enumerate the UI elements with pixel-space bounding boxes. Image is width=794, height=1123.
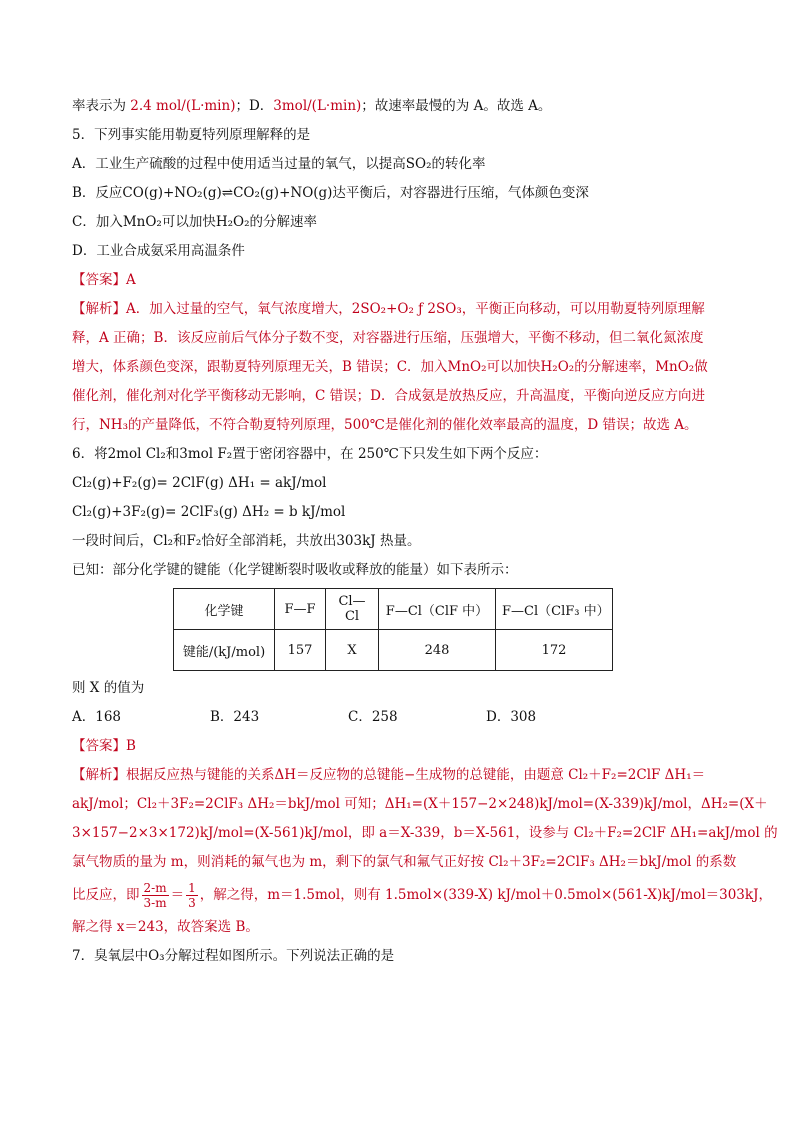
text: ；D． [235,98,274,114]
question-5-analysis-line: 行，NH₃的产量降低，不符合勒夏特列原理，500℃是催化剂的催化效率最高的温度，D 错误；故选 A。 [72,417,698,433]
answer-value: B [126,738,136,754]
table-cell: Cl—Cl [326,589,379,630]
fraction-numerator: 2-m [143,881,167,895]
question-6-known: 已知：部分化学键的键能（化学键断裂时吸收或释放的能量）如下表所示： [72,562,518,578]
bond-energy-table [173,588,613,671]
table-row [174,630,613,671]
fraction [186,881,198,910]
option-a: A．168 [72,709,122,725]
question-5-option-c: C．加入MnO₂可以加快H₂O₂的分解速率 [72,214,317,230]
analysis-text: A．加入过量的空气，氧气浓度增大，2SO₂+O₂ ƒ 2SO₃，平衡正向移动，可以用勒夏特列原理解 [126,301,705,317]
question-6-analysis-line: akJ/mol；Cl₂＋3F₂=2ClF₃ ΔH₂＝bkJ/mol 可知；ΔH₁=(X＋157−2×248)kJ/mol=(X-339)kJ/mol，ΔH₂=(X＋ [72,796,768,812]
equals-sign: ＝ [170,887,185,903]
answer-label: 【答案】 [72,738,126,754]
table-cell: 157 [275,630,326,671]
q4-tail-line [72,92,732,121]
question-7-stem: 7．臭氧层中O₃分解过程如图所示。下列说法正确的是 [72,948,395,964]
table-cell: 172 [496,630,613,671]
option-b: B．243 [210,709,260,725]
question-6-options [72,703,732,732]
analysis-text: ，解之得，m＝1.5mol，则有 1.5mol×(339-X) kJ/mol＋0.5mol×(561-X)kJ/mol＝303kJ， [199,887,772,903]
question-6-analysis-line [72,761,732,790]
question-5-analysis-line: 释，A 正确；B．该反应前后气体分子数不变，对容器进行压缩，压强增大，平衡不移动，但二氧化氮浓度 [72,330,704,346]
question-6-analysis-line: 3×157−2×3×172)kJ/mol=(X-561)kJ/mol，即 a＝X-339，b＝X-561，设参与 Cl₂＋F₂=2ClF ΔH₁=akJ/mol 的 [72,825,778,841]
question-5-analysis-line: 催化剂，催化剂对化学平衡移动无影响，C 错误；D．合成氨是放热反应，升高温度，平衡向逆反应方向进 [72,388,705,404]
table-cell: F—Cl（ClF₃ 中） [496,589,613,630]
question-5-option-b: B．反应CO(g)+NO₂(g)⇌CO₂(g)+NO(g)达平衡后，对容器进行压缩，气体颜色变深 [72,185,589,201]
question-6-stem: 6．将2mol Cl₂和3mol F₂置于密闭容器中，在 250℃下只发生如下两个反应： [72,446,548,462]
rate-value-d: 3mol/(L·min) [273,98,362,114]
question-5-option-a: A．工业生产硫酸的过程中使用适当过量的氧气，以提高SO₂的转化率 [72,156,486,172]
table-cell: 248 [379,630,496,671]
answer-label: 【答案】 [72,272,126,288]
analysis-label: 【解析】 [72,301,126,317]
question-6-analysis-line: 解之得 x＝243，故答案选 B。 [72,919,259,935]
question-6-condition: 一段时间后，Cl₂和F₂恰好全部消耗，共放出303kJ 热量。 [72,533,421,549]
fraction-denominator: 3-m [143,896,167,910]
question-5-stem: 5．下列事实能用勒夏特列原理解释的是 [72,127,311,143]
question-6-reaction-2: Cl₂(g)+3F₂(g)= 2ClF₃(g) ΔH₂ = b kJ/mol [72,504,346,520]
rate-value-c: 2.4 mol/(L·min) [130,98,236,114]
table-cell: F—F [275,589,326,630]
fraction-denominator: 3 [188,896,196,910]
question-5-analysis-line [72,295,732,324]
answer-value: A [126,272,136,288]
table-cell: 键能/(kJ/mol) [174,630,275,671]
question-6-reaction-1: Cl₂(g)+F₂(g)= 2ClF(g) ΔH₁ = akJ/mol [72,475,327,491]
option-d: D．308 [486,709,537,725]
table-cell: 化学键 [174,589,275,630]
table-cell: X [326,630,379,671]
question-5-answer [72,266,732,295]
document-page [72,92,778,971]
question-5-analysis-line: 增大，体系颜色变深，跟勒夏特列原理无关，B 错误；C．加入MnO₂可以加快H₂O₂的分解速率，MnO₂做 [72,359,708,375]
question-6-analysis-line: 氯气物质的量为 m，则消耗的氟气也为 m，剩下的氯气和氟气正好按 Cl₂＋3F₂=2ClF₃ ΔH₂＝bkJ/mol 的系数 [72,854,737,870]
fraction [142,881,169,910]
fraction-numerator: 1 [188,881,196,895]
table-cell: F—Cl（ClF 中） [379,589,496,630]
option-c: C．258 [348,709,398,725]
analysis-text: 比反应，即 [72,887,140,903]
text: 率表示为 [72,98,131,114]
analysis-label: 【解析】 [72,767,126,783]
question-6-answer [72,732,732,761]
analysis-text: 根据反应热与键能的关系ΔH＝反应物的总键能−生成物的总键能，由题意 Cl₂＋F₂=2ClF ΔH₁＝ [126,767,706,783]
question-6-ask: 则 X 的值为 [72,680,145,696]
question-5-option-d: D．工业合成氨采用高温条件 [72,243,245,259]
text: ；故速率最慢的为 A。故选 A。 [361,98,552,114]
table-header-row [174,589,613,630]
question-6-analysis-line [72,877,772,913]
